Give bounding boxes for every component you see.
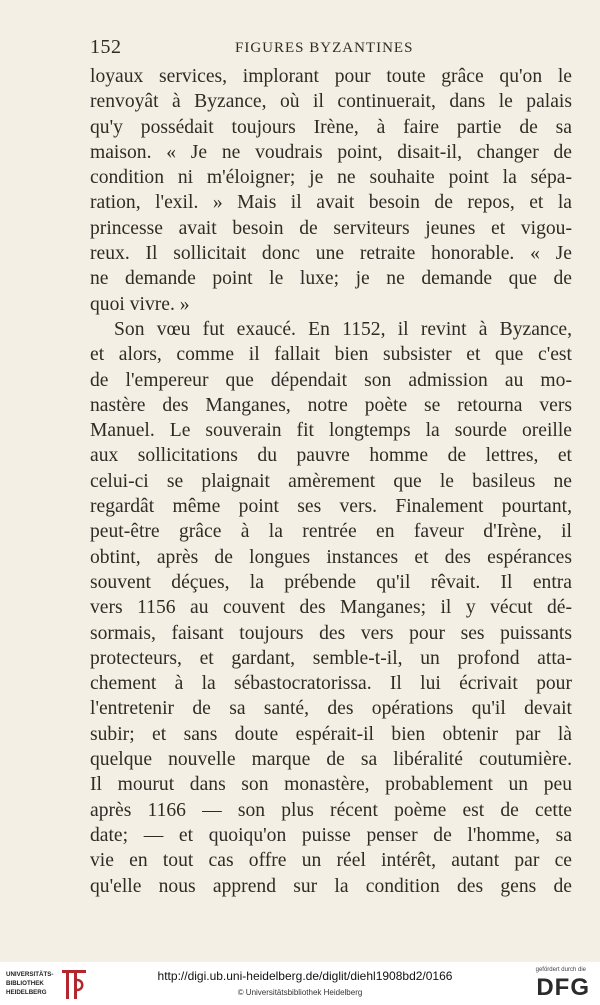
body-text [90,64,572,899]
text-line: qu'elle nous apprend sur la condition des gens de [90,875,572,897]
text-line: sormais, faisant toujours des vers pour ses puissants [90,622,572,644]
text-line: date; — et quoiqu'on puisse penser de l'homme, sa [90,824,572,846]
text-line: et alors, comme il fallait bien subsister et que c'est [90,344,572,366]
text-line: Manuel. Le souverain fit longtemps la sourde oreille [90,420,572,442]
text-line: celui-ci se plaignait amèrement que le basileus ne [90,470,572,492]
text-line: l'entretenir de sa santé, des opérations qu'il devait [90,698,572,720]
running-title: FIGURES BYZANTINES [235,40,414,56]
text-line: nastère des Manganes, notre poète se retourna vers [90,394,572,416]
viewer-footer [0,962,600,1005]
paragraph-start-line: Son vœu fut exaucé. En 1152, il revint à Byzance, [114,318,572,340]
text-line: obtint, après de longues instances et des espérances [90,546,572,568]
dfg-logo[interactable]: DFG [536,974,590,1001]
text-line: princesse avait besoin de serviteurs jeunes et vigou- [90,217,572,239]
text-line: regardât même point ses vers. Finalement pourtant, [90,496,572,518]
university-library-logo-icon [60,968,88,1002]
text-line: reux. Il sollicitait donc une retraite honorable. « Je [90,243,572,265]
text-line: vie en tout cas offre un réel intérêt, autant par ce [90,850,572,872]
text-line: ne demande point le luxe; je ne demande que de [90,268,572,290]
funded-by-label: gefördert durch die [535,967,586,973]
text-line: maison. « Je ne voudrais point, disait-il, changer de [90,141,572,163]
text-line: condition ni m'éloigner; je ne souhaite point la sépa- [90,167,572,189]
library-name-line: UNIVERSITÄTS- [6,971,54,978]
text-line: après 1166 — son plus récent poème est de cette [90,799,572,821]
text-line: renvoyât à Byzance, où il continuerait, dans le palais [90,91,572,113]
text-line: chement à la sébastocratorissa. Il lui écrivait pour [90,673,572,695]
text-line: qu'y possédait toujours Irène, à faire partie de sa [90,116,572,138]
text-line: quelque nouvelle marque de sa libéralité coutumière. [90,749,572,771]
copyright-notice: © Universitätsbibliothek Heidelberg [237,988,363,997]
page-number: 152 [90,36,122,58]
library-name-line: BIBLIOTHEK [6,980,44,987]
text-line: quoi vivre. » [90,293,190,315]
text-line: souvent déçues, la prébende qu'il rêvait. Il entra [90,571,572,593]
text-line: loyaux services, implorant pour toute grâce qu'on le [90,66,572,87]
text-line: vers 1156 au couvent des Manganes; il y vécut dé- [90,597,572,619]
text-line: ration, l'exil. » Mais il avait besoin de repos, et la [90,192,572,214]
text-line: subir; et sans doute espérait-il bien obtenir par là [90,723,572,745]
text-line: protecteurs, et gardant, semble-t-il, un profond atta- [90,647,572,669]
text-line: Il mourut dans son monastère, probablement un peu [90,774,572,796]
text-line: de l'empereur que dépendait son admission au mo- [90,369,572,391]
text-line: aux sollicitations du pauvre homme de lettres, et [90,445,572,467]
text-line: peut-être grâce à la rentrée en faveur d'Irène, il [90,521,572,543]
permalink-url[interactable]: http://digi.ub.uni-heidelberg.de/diglit/diehl1908bd2/0166 [157,969,453,983]
library-name-line: HEIDELBERG [6,989,47,996]
page-header [90,36,572,62]
